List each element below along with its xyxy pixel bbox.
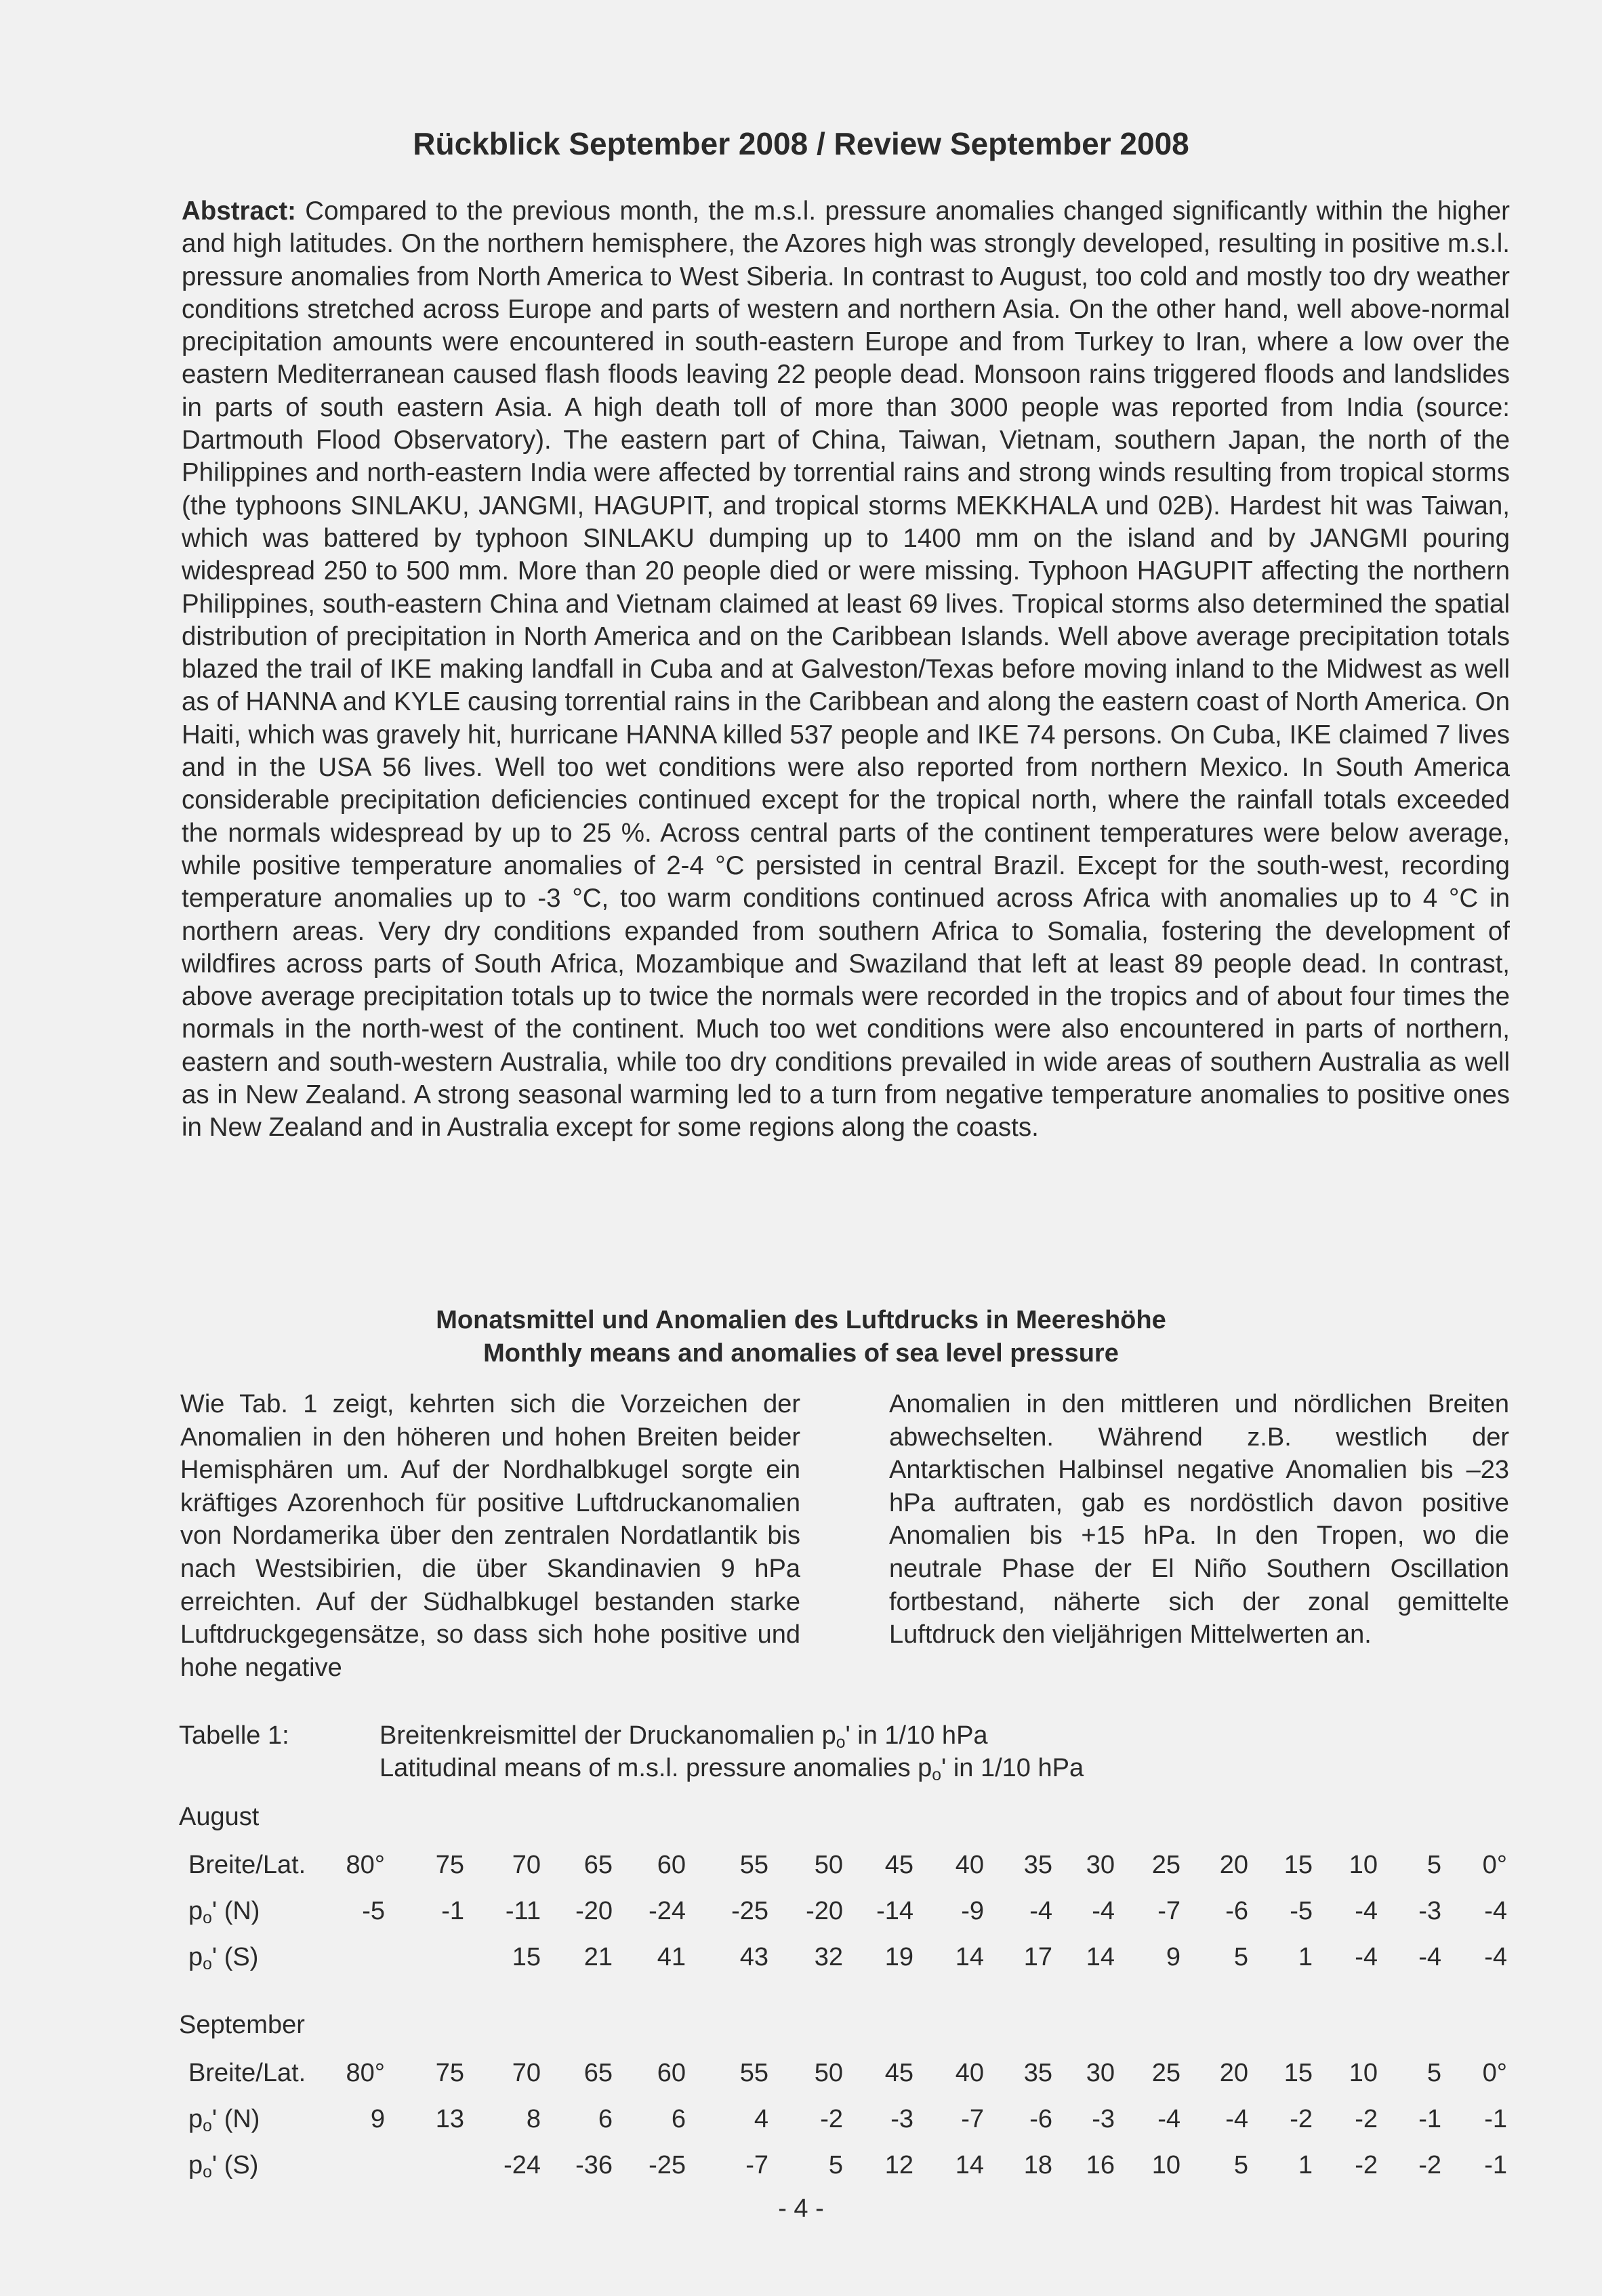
section-title-en: Monthly means and anomalies of sea level pressure xyxy=(483,1339,1119,1368)
north-row-label: $p_o'$ (N) xyxy=(188,1897,260,1928)
table-cell: 10 xyxy=(1349,1851,1378,1879)
table-cell: 30 xyxy=(1086,2059,1115,2087)
table-cell: 55 xyxy=(739,2059,768,2087)
table-cell: 1 xyxy=(1298,2151,1313,2179)
text-column-left: Wie Tab. 1 zeigt, kehrten sich die Vorzeichen der Anomalien in den höheren und hohen Breiten beider Hemisphären um. Auf der Nordhalbkugel sorgte ein kräftiges Azorenhoch für positive Luftdruckanomalien von Nordamerika über den zentralen Nordatlantik bis nach Westsibirien, die über Skandinavien 9 hPa erreichten. Auf der Südhalbkugel bestanden starke Luftdruckgegensätze, so dass sich hohe positive und hohe negative xyxy=(180,1390,800,1682)
table-cell: -4 xyxy=(1355,1897,1378,1925)
abstract-paragraph xyxy=(182,195,1510,1145)
table-cell: 20 xyxy=(1219,2059,1248,2087)
table-cell: -4 xyxy=(1484,1897,1507,1925)
table-cell: 14 xyxy=(955,1943,984,1971)
page-title: Rückblick September 2008 / Review September 2008 xyxy=(413,126,1189,161)
table-row xyxy=(0,2099,1602,2139)
table-cell: 5 xyxy=(1426,2059,1441,2087)
table-cell: -14 xyxy=(876,1897,913,1925)
table-cell: 1 xyxy=(1298,1943,1313,1971)
south-row-label: $p_o'$ (S) xyxy=(188,2151,259,2182)
table-cell: 43 xyxy=(739,1943,768,1971)
table-cell: 25 xyxy=(1151,2059,1180,2087)
north-row-label: $p_o'$ (N) xyxy=(188,2105,260,2136)
table-cell: -4 xyxy=(1157,2105,1180,2133)
table-cell: -1 xyxy=(1484,2105,1507,2133)
table-cell: 12 xyxy=(884,2151,913,2179)
section-title-de: Monatsmittel und Anomalien des Luftdrucks in Meereshöhe xyxy=(436,1306,1166,1334)
table-cell: 32 xyxy=(814,1943,843,1971)
table-cell: -20 xyxy=(806,1897,843,1925)
table-cell: -2 xyxy=(820,2105,843,2133)
table-cell: 16 xyxy=(1086,2151,1115,2179)
table-cell: 4 xyxy=(754,2105,768,2133)
table-cell: -5 xyxy=(362,1897,385,1925)
table-cell: 70 xyxy=(512,1851,541,1879)
table-month-august: August xyxy=(179,1803,260,1831)
table-cell: 6 xyxy=(671,2105,686,2133)
table-cell: 9 xyxy=(370,2105,385,2133)
table-cell: -25 xyxy=(649,2151,686,2179)
abstract-label: Abstract: xyxy=(182,197,297,226)
table-month-september: September xyxy=(179,2011,305,2039)
text-column-right: Anomalien in den mittleren und nördlichen Breiten abwechselten. Während z.B. westlich der Antarktischen Halbinsel negative Anomalien bis –23 hPa auftraten, gab es nordöstlich davon positive Anomalien bis +15 hPa. In den Tropen, wo die neutrale Phase der El Niño Southern Oscillation fortbestand, näherte sich der zonal gemittelte Luftdruck den vieljährigen Mittelwerten an. xyxy=(889,1390,1509,1649)
table-cell: -25 xyxy=(731,1897,768,1925)
table-cell: 30 xyxy=(1086,1851,1115,1879)
abstract-text: Compared to the previous month, the m.s.l. pressure anomalies changed significantly within the higher and high latitudes. On the northern hemisphere, the Azores high was strongly developed, resulting in positive m.s.l. pressure anomalies from North America to West Siberia. In contrast to August, too cold and mostly too dry weather conditions stretched across Europe and parts of western and northern Asia. On the other hand, well above-normal precipitation amounts were encountered in south-eastern Europe and from Turkey to Iran, where a low over the eastern Mediterranean caused flash floods leaving 22 people dead. Monsoon rains triggered floods and landslides in parts of south eastern Asia. A high death toll of more than 3000 people was reported from India (source: Dartmouth Flood Observatory). The eastern part of China, Taiwan, Vietnam, southern Japan, the north of the Philippines and north-eastern India were affected by torrential rains and strong winds resulting from tropical storms (the typhoons SINLAKU, JANGMI, HAGUPIT, and tropical storms MEKKHALA und 02B). Hardest hit was Taiwan, which was battered by typhoon SINLAKU dumping up to 1400 mm on the island and by JANGMI pouring widespread 250 to 500 mm. More than 20 people died or were missing. Typhoon HAGUPIT affecting the northern Philippines, south-eastern China and Vietnam claimed at least 69 lives. Tropical storms also determined the spatial distribution of precipitation in North America and on the Caribbean Islands. Well above average precipitation totals blazed the trail of IKE making landfall in Cuba and at Galveston/Texas before moving inland to the Midwest as well as of HANNA and KYLE causing torrential rains in the Caribbean and along the eastern coast of North America. On Haiti, which was gravely hit, hurricane HANNA killed 537 people and IKE 74 persons. On Cuba, IKE claimed 7 lives and in the USA 56 lives. Well too wet conditions were also reported from northern Mexico. In South America considerable precipitation deficiencies continued except for the tropical north, where the rainfall totals exceeded the normals widespread by up to 25 %. Across central parts of the continent temperatures were below average, while positive temperature anomalies of 2-4 °C persisted in central Brazil. Except for the south-west, recording temperature anomalies up to -3 °C, too warm conditions continued across Africa with anomalies up to 4 °C in northern areas. Very dry conditions expanded from southern Africa to Somalia, fostering the development of wildfires across parts of South Africa, Mozambique and Swaziland that left at least 89 people dead. In contrast, above average precipitation totals up to twice the normals were recorded in the tropics and of about four times the normals in the north-west of the continent. Much too wet conditions were also encountered in parts of northern, eastern and south-western Australia, while too dry conditions prevailed in wide areas of southern Australia as well as in New Zealand. A strong seasonal warming led to a turn from negative temperature anomalies to positive ones in New Zealand and in Australia except for some regions along the coasts. xyxy=(182,197,1510,1143)
table-cell: 70 xyxy=(512,2059,541,2087)
table-cell: -6 xyxy=(1225,1897,1248,1925)
table-cell: 80° xyxy=(346,2059,385,2087)
table-cell: 5 xyxy=(1233,1943,1248,1971)
table-cell: -5 xyxy=(1290,1897,1313,1925)
table-cell: 41 xyxy=(657,1943,686,1971)
table-label: Tabelle 1: xyxy=(179,1721,289,1750)
table-cell: 60 xyxy=(657,2059,686,2087)
table-cell: -20 xyxy=(575,1897,613,1925)
table-cell: 5 xyxy=(828,2151,843,2179)
table-cell: 10 xyxy=(1151,2151,1180,2179)
table-cell: 45 xyxy=(884,2059,913,2087)
latitude-row-label: Breite/Lat. xyxy=(188,1851,306,1879)
table-cell: -4 xyxy=(1484,1943,1507,1971)
table-cell: 15 xyxy=(1283,1851,1313,1879)
table-cell: 50 xyxy=(814,1851,843,1879)
latitude-row-label: Breite/Lat. xyxy=(188,2059,306,2087)
table-cell: 13 xyxy=(435,2105,464,2133)
table-cell: -6 xyxy=(1029,2105,1052,2133)
table-cell: 21 xyxy=(583,1943,613,1971)
table-cell: 65 xyxy=(583,1851,613,1879)
table-cell: 14 xyxy=(955,2151,984,2179)
section-title xyxy=(0,1304,1602,1370)
table-cell: -2 xyxy=(1290,2105,1313,2133)
table-row xyxy=(0,1937,1602,1977)
table-cell: -7 xyxy=(1157,1897,1180,1925)
table-cell: -1 xyxy=(1418,2105,1441,2133)
table-cell: 19 xyxy=(884,1943,913,1971)
table-cell: -7 xyxy=(745,2151,768,2179)
table-row xyxy=(0,1845,1602,1885)
table-caption-en: Latitudinal means of m.s.l. pressure anomalies $p_o'$ in 1/10 hPa xyxy=(379,1754,1084,1785)
table-cell: 60 xyxy=(657,1851,686,1879)
table-cell: 8 xyxy=(526,2105,541,2133)
table-cell: 17 xyxy=(1023,1943,1052,1971)
table-cell: -7 xyxy=(961,2105,984,2133)
table-cell: 0° xyxy=(1482,2059,1507,2087)
table-cell: -4 xyxy=(1355,1943,1378,1971)
table-cell: 6 xyxy=(598,2105,613,2133)
table-cell: 14 xyxy=(1086,1943,1115,1971)
table-cell: -3 xyxy=(1418,1897,1441,1925)
table-cell: -3 xyxy=(1092,2105,1115,2133)
table-cell: 20 xyxy=(1219,1851,1248,1879)
table-row xyxy=(0,2145,1602,2186)
table-cell: 25 xyxy=(1151,1851,1180,1879)
table-cell: -4 xyxy=(1092,1897,1115,1925)
table-cell: -9 xyxy=(961,1897,984,1925)
table-cell: -2 xyxy=(1418,2151,1441,2179)
table-cell: -36 xyxy=(575,2151,613,2179)
page-number: - 4 - xyxy=(778,2194,824,2223)
south-row-label: $p_o'$ (S) xyxy=(188,1943,259,1974)
table-cell: -4 xyxy=(1418,1943,1441,1971)
table-cell: -24 xyxy=(504,2151,541,2179)
table-row xyxy=(0,2053,1602,2093)
table-cell: -4 xyxy=(1029,1897,1052,1925)
table-cell: 9 xyxy=(1166,1943,1180,1971)
table-cell: -1 xyxy=(441,1897,464,1925)
table-cell: -11 xyxy=(505,1897,541,1925)
table-cell: 45 xyxy=(884,1851,913,1879)
table-cell: 75 xyxy=(435,2059,464,2087)
table-cell: -1 xyxy=(1484,2151,1507,2179)
table-cell: 75 xyxy=(435,1851,464,1879)
table-cell: -3 xyxy=(890,2105,913,2133)
table-cell: 15 xyxy=(1283,2059,1313,2087)
table-caption-de: Breitenkreismittel der Druckanomalien $p_o'$ in 1/10 hPa xyxy=(379,1721,988,1752)
table-cell: 18 xyxy=(1023,2151,1052,2179)
table-cell: -2 xyxy=(1355,2151,1378,2179)
table-cell: 50 xyxy=(814,2059,843,2087)
table-cell: 10 xyxy=(1349,2059,1378,2087)
table-cell: 0° xyxy=(1482,1851,1507,1879)
table-cell: 5 xyxy=(1233,2151,1248,2179)
table-cell: 40 xyxy=(955,1851,984,1879)
table-cell: -2 xyxy=(1355,2105,1378,2133)
table-cell: 15 xyxy=(512,1943,541,1971)
table-cell: 5 xyxy=(1426,1851,1441,1879)
table-cell: -4 xyxy=(1225,2105,1248,2133)
table-cell: -24 xyxy=(649,1897,686,1925)
table-cell: 35 xyxy=(1023,1851,1052,1879)
table-cell: 35 xyxy=(1023,2059,1052,2087)
table-cell: 80° xyxy=(346,1851,385,1879)
table-caption xyxy=(379,1719,1084,1784)
table-cell: 55 xyxy=(739,1851,768,1879)
table-cell: 40 xyxy=(955,2059,984,2087)
table-row xyxy=(0,1891,1602,1931)
table-cell: 65 xyxy=(583,2059,613,2087)
